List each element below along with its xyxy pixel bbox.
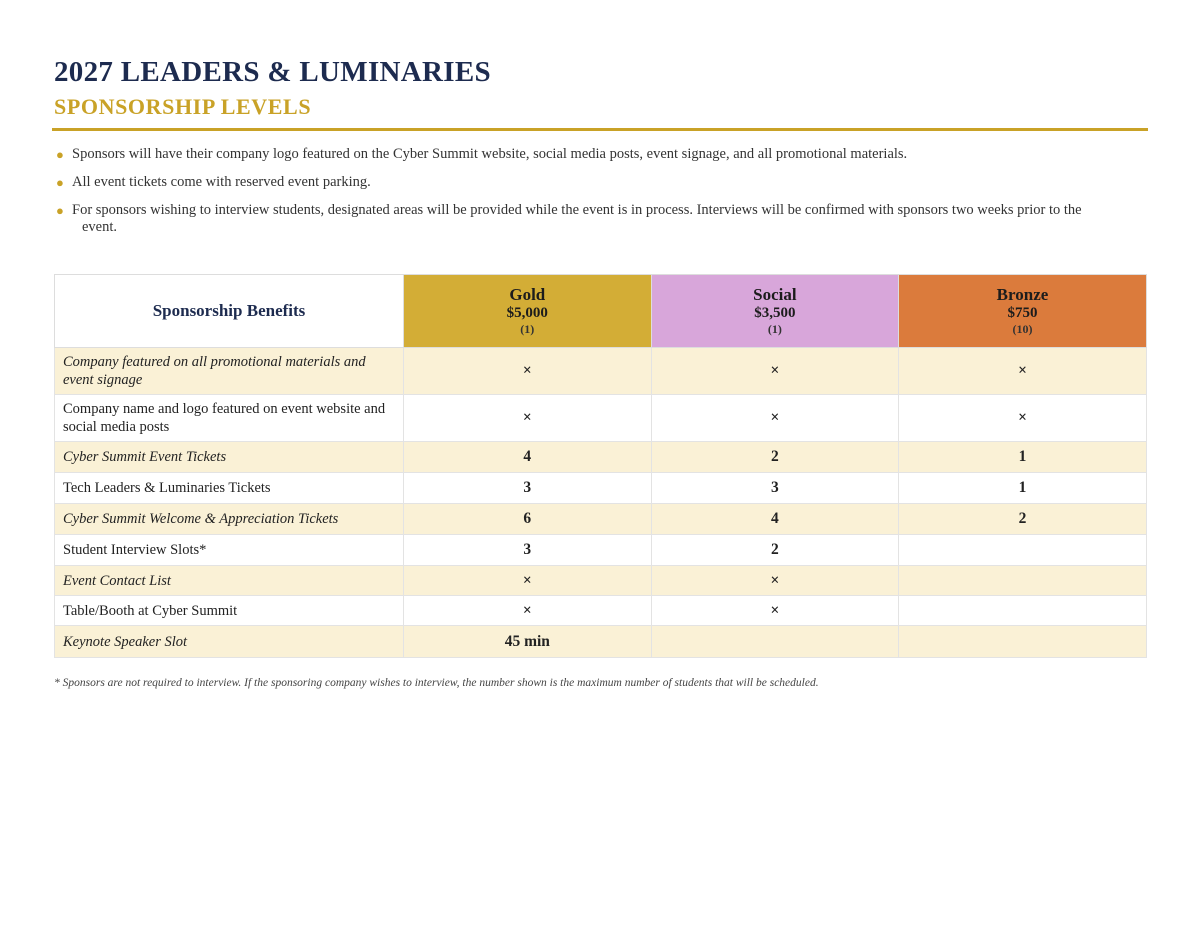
benefit-label: Company featured on all promotional materials and event signage xyxy=(55,348,404,395)
footnote: * Sponsors are not required to interview. If the sponsoring company wishes to interview, the number shown is the maximum number of students that will be scheduled. xyxy=(54,677,819,689)
table-header-row xyxy=(55,275,1147,348)
benefit-label: Company name and logo featured on event website and social media posts xyxy=(55,395,404,442)
sponsorship-table xyxy=(54,274,1147,658)
empty-cell xyxy=(651,626,899,658)
benefit-label: Student Interview Slots* xyxy=(55,535,404,566)
table-row xyxy=(55,626,1147,658)
bullet-text: All event tickets come with reserved event parking. xyxy=(72,174,371,190)
benefit-value: 45 min xyxy=(404,626,652,658)
page-subtitle: SPONSORSHIP LEVELS xyxy=(54,94,312,119)
benefit-value: 1 xyxy=(899,442,1147,473)
empty-cell xyxy=(899,566,1147,596)
included-x-icon: × xyxy=(651,395,899,442)
included-x-icon: × xyxy=(651,596,899,626)
benefit-label: Keynote Speaker Slot xyxy=(55,626,404,658)
empty-cell xyxy=(899,626,1147,658)
included-x-icon: × xyxy=(651,348,899,395)
tier-count: (10) xyxy=(1012,322,1033,336)
bullet-text: For sponsors wishing to interview students, designated areas will be provided while the event is in process. Interviews will be confirmed with sponsors two weeks prior to the xyxy=(72,202,1082,218)
table-row xyxy=(55,596,1147,626)
table-row xyxy=(55,442,1147,473)
title-divider xyxy=(52,128,1148,131)
bullet-text-continuation: event. xyxy=(82,219,118,235)
bullet-item xyxy=(56,146,1146,163)
benefit-label: Table/Booth at Cyber Summit xyxy=(55,596,404,626)
benefit-label: Event Contact List xyxy=(55,566,404,596)
included-x-icon: × xyxy=(404,395,652,442)
table-row xyxy=(55,535,1147,566)
bullet-dot-icon: ● xyxy=(56,175,64,190)
included-x-icon: × xyxy=(404,566,652,596)
included-x-icon: × xyxy=(899,395,1147,442)
table-row xyxy=(55,473,1147,504)
tier-header-gold xyxy=(404,275,652,348)
tier-price: $750 xyxy=(1007,305,1038,321)
tier-name: Social xyxy=(753,285,797,304)
included-x-icon: × xyxy=(899,348,1147,395)
bullet-dot-icon: ● xyxy=(56,147,64,162)
tier-header-bronze xyxy=(899,275,1147,348)
benefit-label: Cyber Summit Event Tickets xyxy=(55,442,404,473)
benefit-value: 4 xyxy=(404,442,652,473)
bullet-text: Sponsors will have their company logo featured on the Cyber Summit website, social media posts, event signage, and all promotional materials. xyxy=(72,146,908,162)
table-row xyxy=(55,566,1147,596)
benefit-value: 2 xyxy=(651,535,899,566)
benefit-value: 3 xyxy=(404,473,652,504)
tier-name: Bronze xyxy=(996,285,1049,304)
tier-header-social xyxy=(651,275,899,348)
tier-count: (1) xyxy=(520,322,535,336)
benefit-value: 2 xyxy=(651,442,899,473)
table-row xyxy=(55,395,1147,442)
empty-cell xyxy=(899,535,1147,566)
benefit-value: 3 xyxy=(651,473,899,504)
bullet-item xyxy=(56,174,1146,191)
benefit-label: Cyber Summit Welcome & Appreciation Tickets xyxy=(55,504,404,535)
table-body xyxy=(55,348,1147,658)
table-row xyxy=(55,348,1147,395)
info-bullet-list xyxy=(56,146,1146,247)
benefit-value: 3 xyxy=(404,535,652,566)
table-row xyxy=(55,504,1147,535)
tier-price: $3,500 xyxy=(754,305,796,321)
benefit-value: 2 xyxy=(899,504,1147,535)
benefits-column-header: Sponsorship Benefits xyxy=(55,275,404,348)
empty-cell xyxy=(899,596,1147,626)
bullet-dot-icon: ● xyxy=(56,203,64,218)
tier-count: (1) xyxy=(767,322,782,336)
tier-name: Gold xyxy=(509,285,546,304)
included-x-icon: × xyxy=(404,348,652,395)
benefit-value: 6 xyxy=(404,504,652,535)
page-title: 2027 LEADERS & LUMINARIES xyxy=(54,56,491,88)
benefit-value: 4 xyxy=(651,504,899,535)
included-x-icon: × xyxy=(404,596,652,626)
benefit-value: 1 xyxy=(899,473,1147,504)
bullet-item xyxy=(56,202,1146,236)
tier-price: $5,000 xyxy=(506,305,548,321)
benefit-label: Tech Leaders & Luminaries Tickets xyxy=(55,473,404,504)
included-x-icon: × xyxy=(651,566,899,596)
